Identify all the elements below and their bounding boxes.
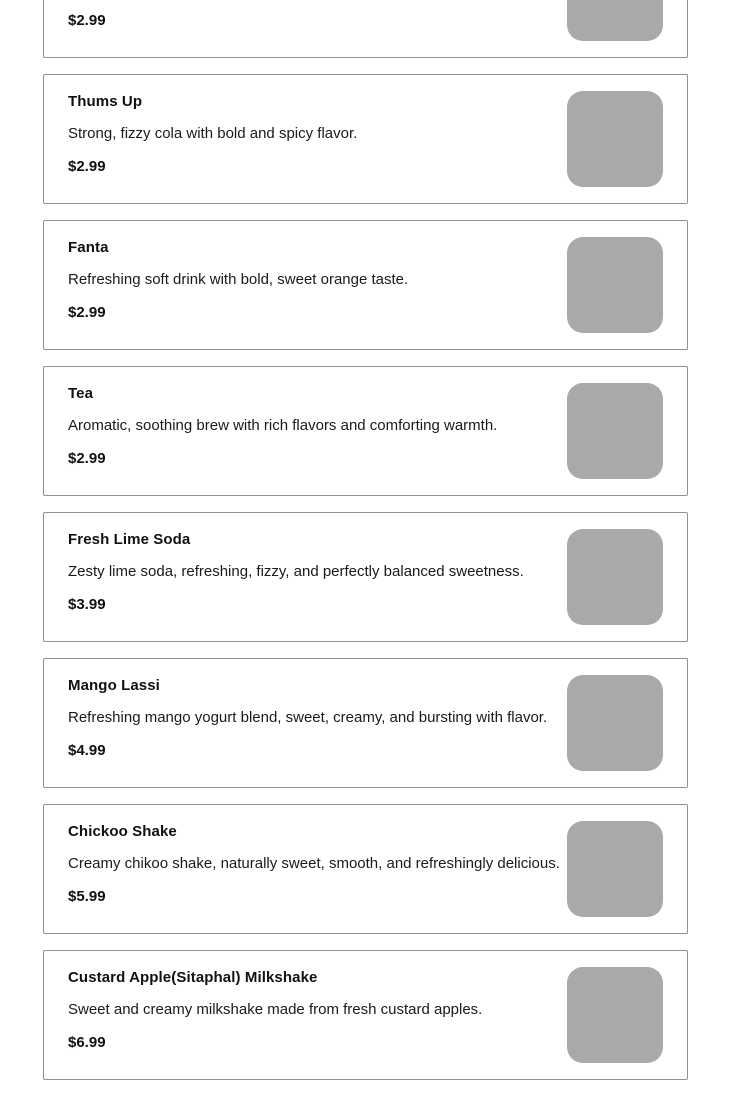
menu-item-card[interactable]: [43, 658, 688, 788]
menu-item-card[interactable]: [43, 366, 688, 496]
menu-item-price: $5.99: [68, 888, 106, 905]
menu-item-details: [68, 967, 558, 1054]
menu-item-description: Strong, fizzy cola with bold and spicy flavor.: [68, 125, 358, 142]
menu-item-image-placeholder: [567, 383, 663, 479]
menu-item-list: [43, 0, 688, 1096]
menu-item-card[interactable]: [43, 220, 688, 350]
menu-item-name: Thums Up: [68, 93, 143, 110]
menu-item-card[interactable]: [43, 0, 688, 58]
menu-item-name: Mango Lassi: [68, 677, 160, 694]
menu-item-name: Tea: [68, 385, 94, 402]
menu-item-details: [68, 821, 558, 908]
menu-item-details: [68, 237, 558, 324]
menu-item-image-placeholder: [567, 529, 663, 625]
menu-item-details: [68, 675, 558, 762]
menu-item-name: Chickoo Shake: [68, 823, 177, 840]
menu-item-name: Fanta: [68, 239, 109, 256]
menu-item-name: Custard Apple(Sitaphal) Milkshake: [68, 969, 318, 986]
menu-item-description: Zesty lime soda, refreshing, fizzy, and perfectly balanced sweetness.: [68, 563, 524, 580]
menu-item-image-placeholder: [567, 967, 663, 1063]
menu-item-card[interactable]: [43, 512, 688, 642]
menu-item-card[interactable]: [43, 804, 688, 934]
menu-item-price: $2.99: [68, 304, 106, 321]
menu-item-description: Sweet and creamy milkshake made from fresh custard apples.: [68, 1001, 483, 1018]
menu-item-price: $4.99: [68, 742, 106, 759]
menu-item-price: $3.99: [68, 596, 106, 613]
menu-item-image-placeholder: [567, 91, 663, 187]
menu-item-image-placeholder: [567, 675, 663, 771]
menu-item-price: $2.99: [68, 158, 106, 175]
menu-item-price: $2.99: [68, 12, 106, 29]
menu-item-description: Refreshing soft drink with bold, sweet orange taste.: [68, 271, 409, 288]
menu-item-details: [68, 91, 558, 178]
menu-item-description: Creamy chikoo shake, naturally sweet, smooth, and refreshingly delicious.: [68, 855, 560, 872]
menu-item-description: Aromatic, soothing brew with rich flavors and comforting warmth.: [68, 417, 498, 434]
menu-item-image-placeholder: [567, 237, 663, 333]
menu-item-price: $2.99: [68, 450, 106, 467]
menu-item-card[interactable]: [43, 950, 688, 1080]
menu-item-details: [68, 529, 558, 616]
menu-item-image-placeholder: [567, 821, 663, 917]
menu-item-name: Fresh Lime Soda: [68, 531, 191, 548]
menu-item-card[interactable]: [43, 74, 688, 204]
menu-item-price: $6.99: [68, 1034, 106, 1051]
menu-item-description: Refreshing mango yogurt blend, sweet, creamy, and bursting with flavor.: [68, 709, 548, 726]
menu-item-details: [68, 383, 558, 470]
menu-item-image-placeholder: [567, 0, 663, 41]
menu-item-details: [68, 0, 558, 32]
